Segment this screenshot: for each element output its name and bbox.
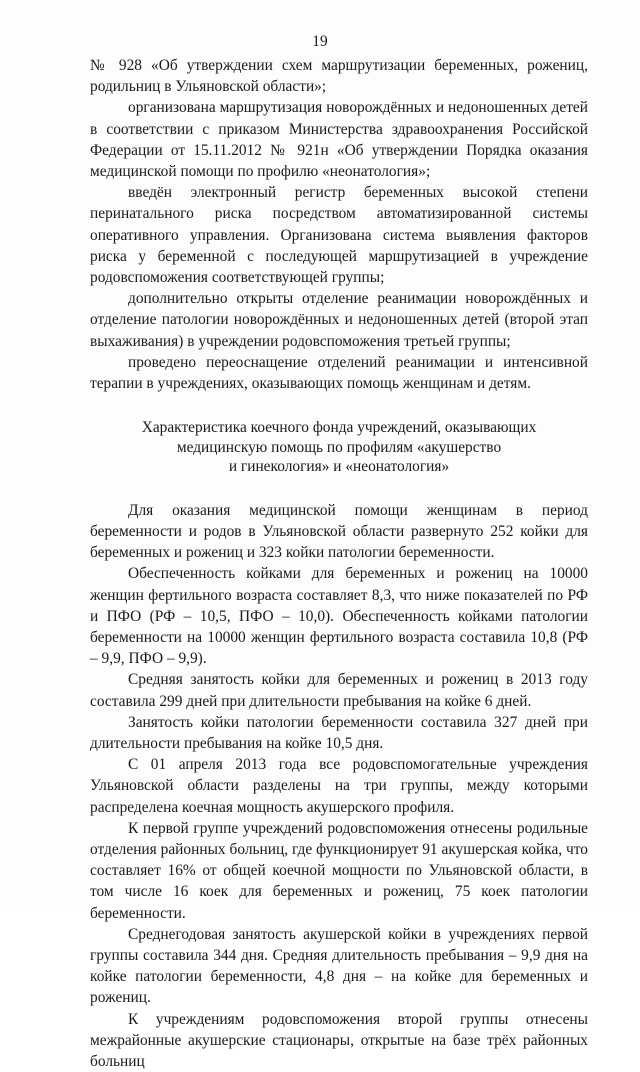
page-number: 19: [312, 33, 328, 50]
paragraph: Обеспеченность койками для беременных и рожениц на 10000 женщин фертильного возраста составляет 8,3, что ниже показателей по РФ и ПФО (РФ – 10,5, ПФО – 10,0). Обеспеченность койками патологии беременности на 10000 женщин фертильного возраста составила 10,8 (РФ – 9,9, ПФО – 9,9).: [90, 565, 588, 668]
paragraph: К учреждениям родовспоможения второй группы отнесены межрайонные акушерские стационары, открытые на базе трёх районных больниц: [90, 1010, 588, 1071]
paragraph: № 928 «Об утверждении схем маршрутизации беременных, рожениц, родильниц в Ульяновской области»;: [90, 57, 588, 96]
heading-line: и гинекология» и «неонатология»: [228, 458, 450, 476]
paragraph: С 01 апреля 2013 года все родовспомогательные учреждения Ульяновской области разделены на три группы, между которыми распределена коечная мощность акушерского профиля.: [90, 756, 588, 816]
paragraph: организована маршрутизация новорождённых и недоношенных детей в соответствии с приказом Министерства здравоохранения Российской Федерации от 15.11.2012 № 921н «Об утверждении Порядка оказания медицинской помощи по профилю «неонатология»;: [90, 99, 588, 181]
section-heading: [90, 418, 588, 477]
document-body: [90, 55, 588, 1072]
paragraph: Среднегодовая занятость акушерской койки в учреждениях первой группы составила 344 дня. Средняя длительность пребывания – 9,9 дня на койке патологии беременности, 4,8 дня – на койке для беременных и рожениц.: [90, 925, 588, 1007]
heading-line: Характеристика коечного фонда учреждений, оказывающих: [141, 419, 537, 437]
paragraph: введён электронный регистр беременных высокой степени перинатального риска посредством автоматизированной системы оперативного управления. Организована система выявления факторов риска у беременной с последующей маршрутизацией в учреждение родовспоможения соответствующей группы;: [90, 184, 588, 287]
paragraph: дополнительно открыты отделение реанимации новорождённых и отделение патологии новорождённых и недоношенных детей (второй этап выхаживания) в учреждении родовспоможения третьей группы;: [90, 290, 588, 350]
paragraph: Для оказания медицинской помощи женщинам в период беременности и родов в Ульяновской области развернуто 252 койки для беременных и рожениц и 323 койки патологии беременности.: [90, 501, 588, 562]
heading-line: медицинскую помощь по профилям «акушерство: [176, 438, 502, 456]
paragraph: проведено переоснащение отделений реанимации и интенсивной терапии в учреждениях, оказывающих помощь женщинам и детям.: [90, 353, 588, 393]
paragraph: К первой группе учреждений родовспоможения отнесены родильные отделения районных больниц, где функционирует 91 акушерская койка, что составляет 16% от общей коечной мощности по Ульяновской области, в том числе 16 коек для беременных и рожениц, 75 коек патологии беременности.: [90, 819, 588, 922]
paragraph: Занятость койки патологии беременности составила 327 дней при длительности пребывания на койке 10,5 дня.: [90, 713, 588, 752]
paragraph: Средняя занятость койки для беременных и рожениц в 2013 году составила 299 дней при длительности пребывания на койке 6 дней.: [90, 671, 588, 710]
